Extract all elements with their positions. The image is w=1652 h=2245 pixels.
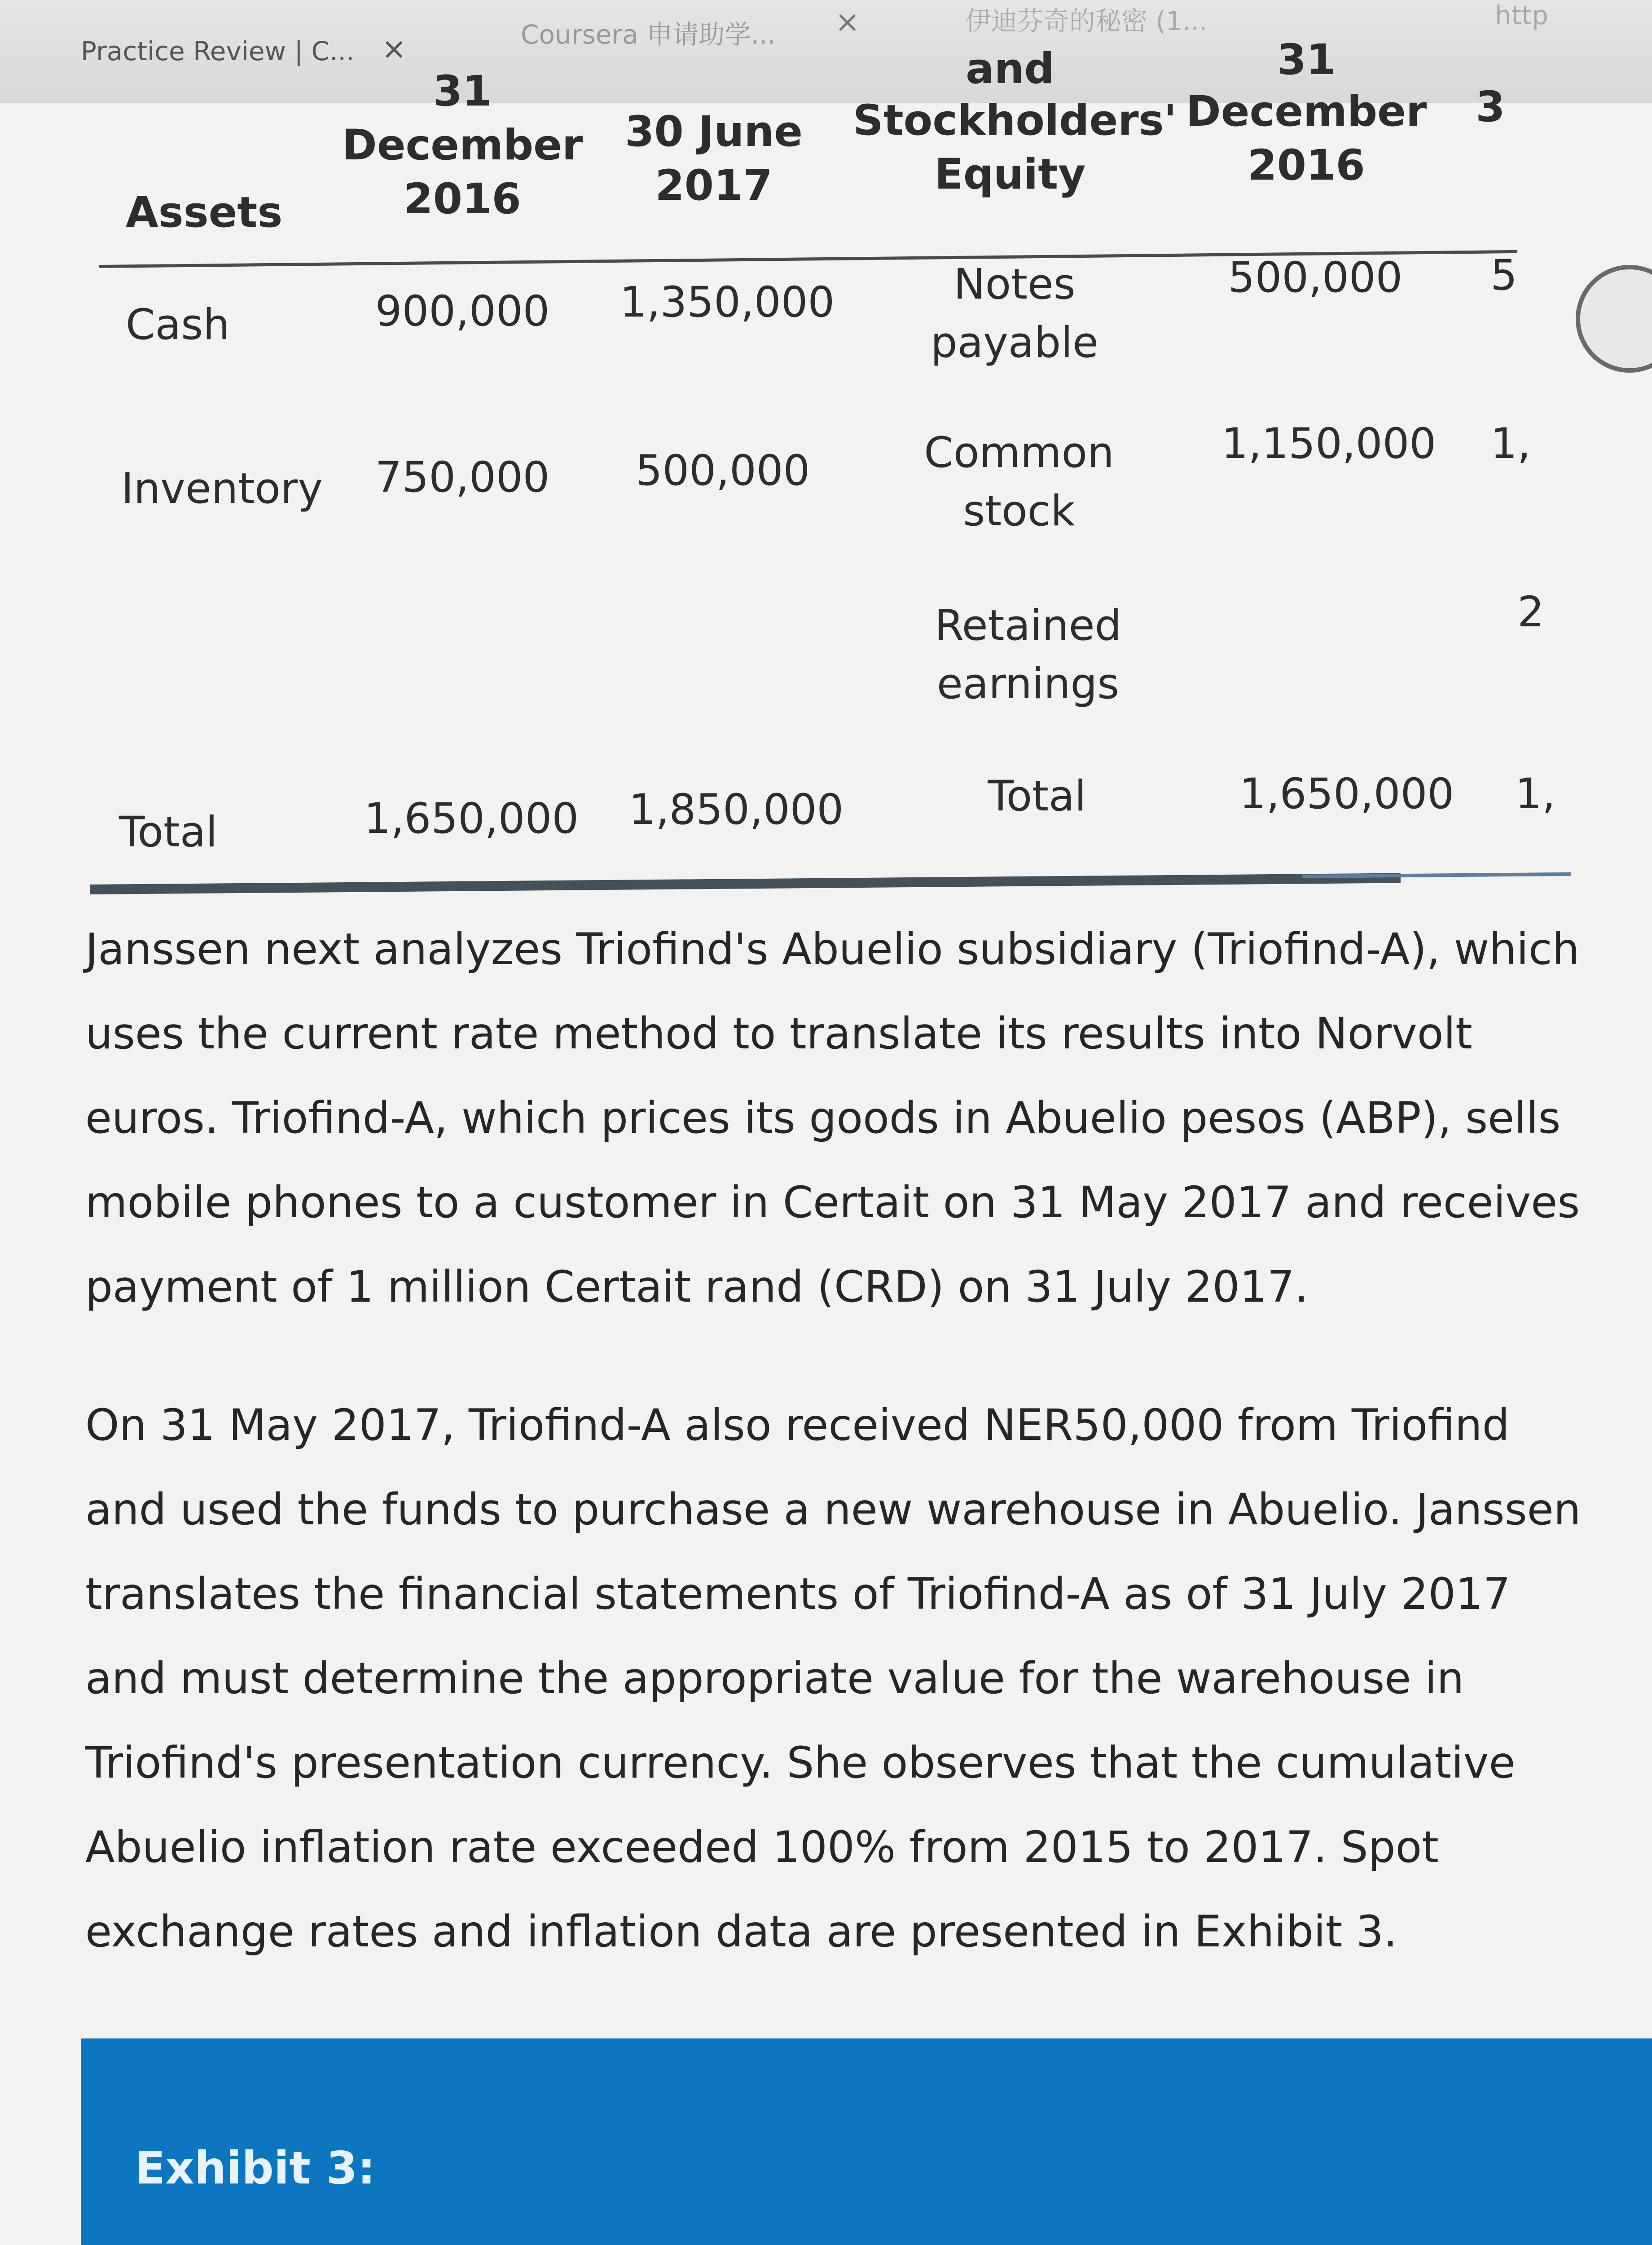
liab-col1-header-top: 31 — [1277, 35, 1336, 84]
row-retained-liab-line1: Retained — [934, 601, 1122, 650]
total-rule — [90, 873, 1401, 894]
row-retained-liab-line2: earnings — [936, 660, 1120, 709]
row-cash-l2: 5 — [1490, 251, 1517, 300]
row-cash-l1: 500,000 — [1228, 253, 1403, 302]
tab-close-icon[interactable]: × — [382, 31, 407, 66]
row-inventory-label: Inventory — [121, 464, 323, 513]
row-inventory-liab-line1: Common — [924, 428, 1114, 477]
row-inventory-a2: 500,000 — [635, 446, 810, 495]
tab-coursera[interactable]: Coursera 申请助学... — [521, 19, 776, 50]
row-cash-liab-line1: Notes — [953, 260, 1076, 309]
row-total-a2: 1,850,000 — [628, 785, 844, 834]
asset-col1-header-bot: 2016 — [404, 175, 521, 224]
liab-header-bot: Equity — [934, 150, 1086, 199]
asset-col2-header-bot: 2017 — [655, 161, 773, 210]
assets-header: Assets — [126, 188, 283, 237]
asset-col2-header-mid: 30 June — [624, 107, 803, 156]
row-total-l1: 1,650,000 — [1239, 770, 1454, 819]
tab-practice-review[interactable]: Practice Review | C... — [81, 36, 355, 66]
side-nav-button[interactable] — [1576, 265, 1652, 373]
paragraph: Janssen next analyzes Triofind's Abuelio subsidiary (Triofind-A), which uses the current rate method to translate its results into Norvolt euros. Triofind-A, which prices its goods in Abuelio pesos (ABP), sells mobile phones to a customer in Certait on 31 May 2017 and receives payment of 1 million Certait rand (CRD) on 31 July 2017. — [85, 924, 1580, 1312]
liab-header-mid: Stockholders' — [853, 96, 1177, 145]
exhibit-title: Exhibit 3: — [135, 2142, 376, 2194]
row-inventory-l2: 1, — [1490, 419, 1531, 468]
row-inventory-l1: 1,150,000 — [1221, 419, 1437, 468]
body-text — [85, 907, 1594, 2028]
asset-col1-header-top: 31 — [433, 67, 492, 116]
row-cash-liab-line2: payable — [930, 318, 1099, 367]
row-total-label: Total — [119, 808, 218, 857]
row-cash-a2: 1,350,000 — [620, 278, 835, 327]
asset-col1-header-mid: December — [342, 121, 583, 170]
row-inventory-liab-line2: stock — [963, 487, 1075, 536]
tab-edith-finch[interactable]: 伊迪芬奇的秘密 (1... — [965, 6, 1208, 36]
row-retained-l2: 2 — [1517, 588, 1544, 637]
tab-close-icon[interactable]: × — [835, 4, 860, 39]
exhibit-banner — [81, 2038, 1652, 2245]
row-cash-label: Cash — [126, 300, 230, 349]
row-total-liab-line1: Total — [988, 772, 1086, 821]
liab-col1-header-bot: 2016 — [1248, 141, 1365, 190]
liab-header-top: and — [966, 44, 1054, 93]
row-total-a1: 1,650,000 — [364, 794, 579, 843]
tab-overflow[interactable]: http — [1495, 0, 1549, 31]
paragraph: On 31 May 2017, Triofind-A also received NER50,000 from Triofind and used the funds to purchase a new warehouse in Abuelio. Janssen translates the financial statements of Triofind-A as of 31 July 2017 and must determine the appropriate value for the warehouse in Triofind's presentation currency. She observes that the cumulative Abuelio inflation rate exceeded 100% from 2015 to 2017. Spot exchange rates and inflation data are presented in Exhibit 3. — [85, 1400, 1581, 1957]
row-total-l2: 1, — [1515, 770, 1555, 819]
row-inventory-a1: 750,000 — [375, 453, 550, 502]
liab-col2-header-partial: 3 — [1476, 83, 1505, 132]
liab-col1-header-mid: December — [1186, 87, 1427, 136]
row-cash-a1: 900,000 — [375, 287, 550, 336]
